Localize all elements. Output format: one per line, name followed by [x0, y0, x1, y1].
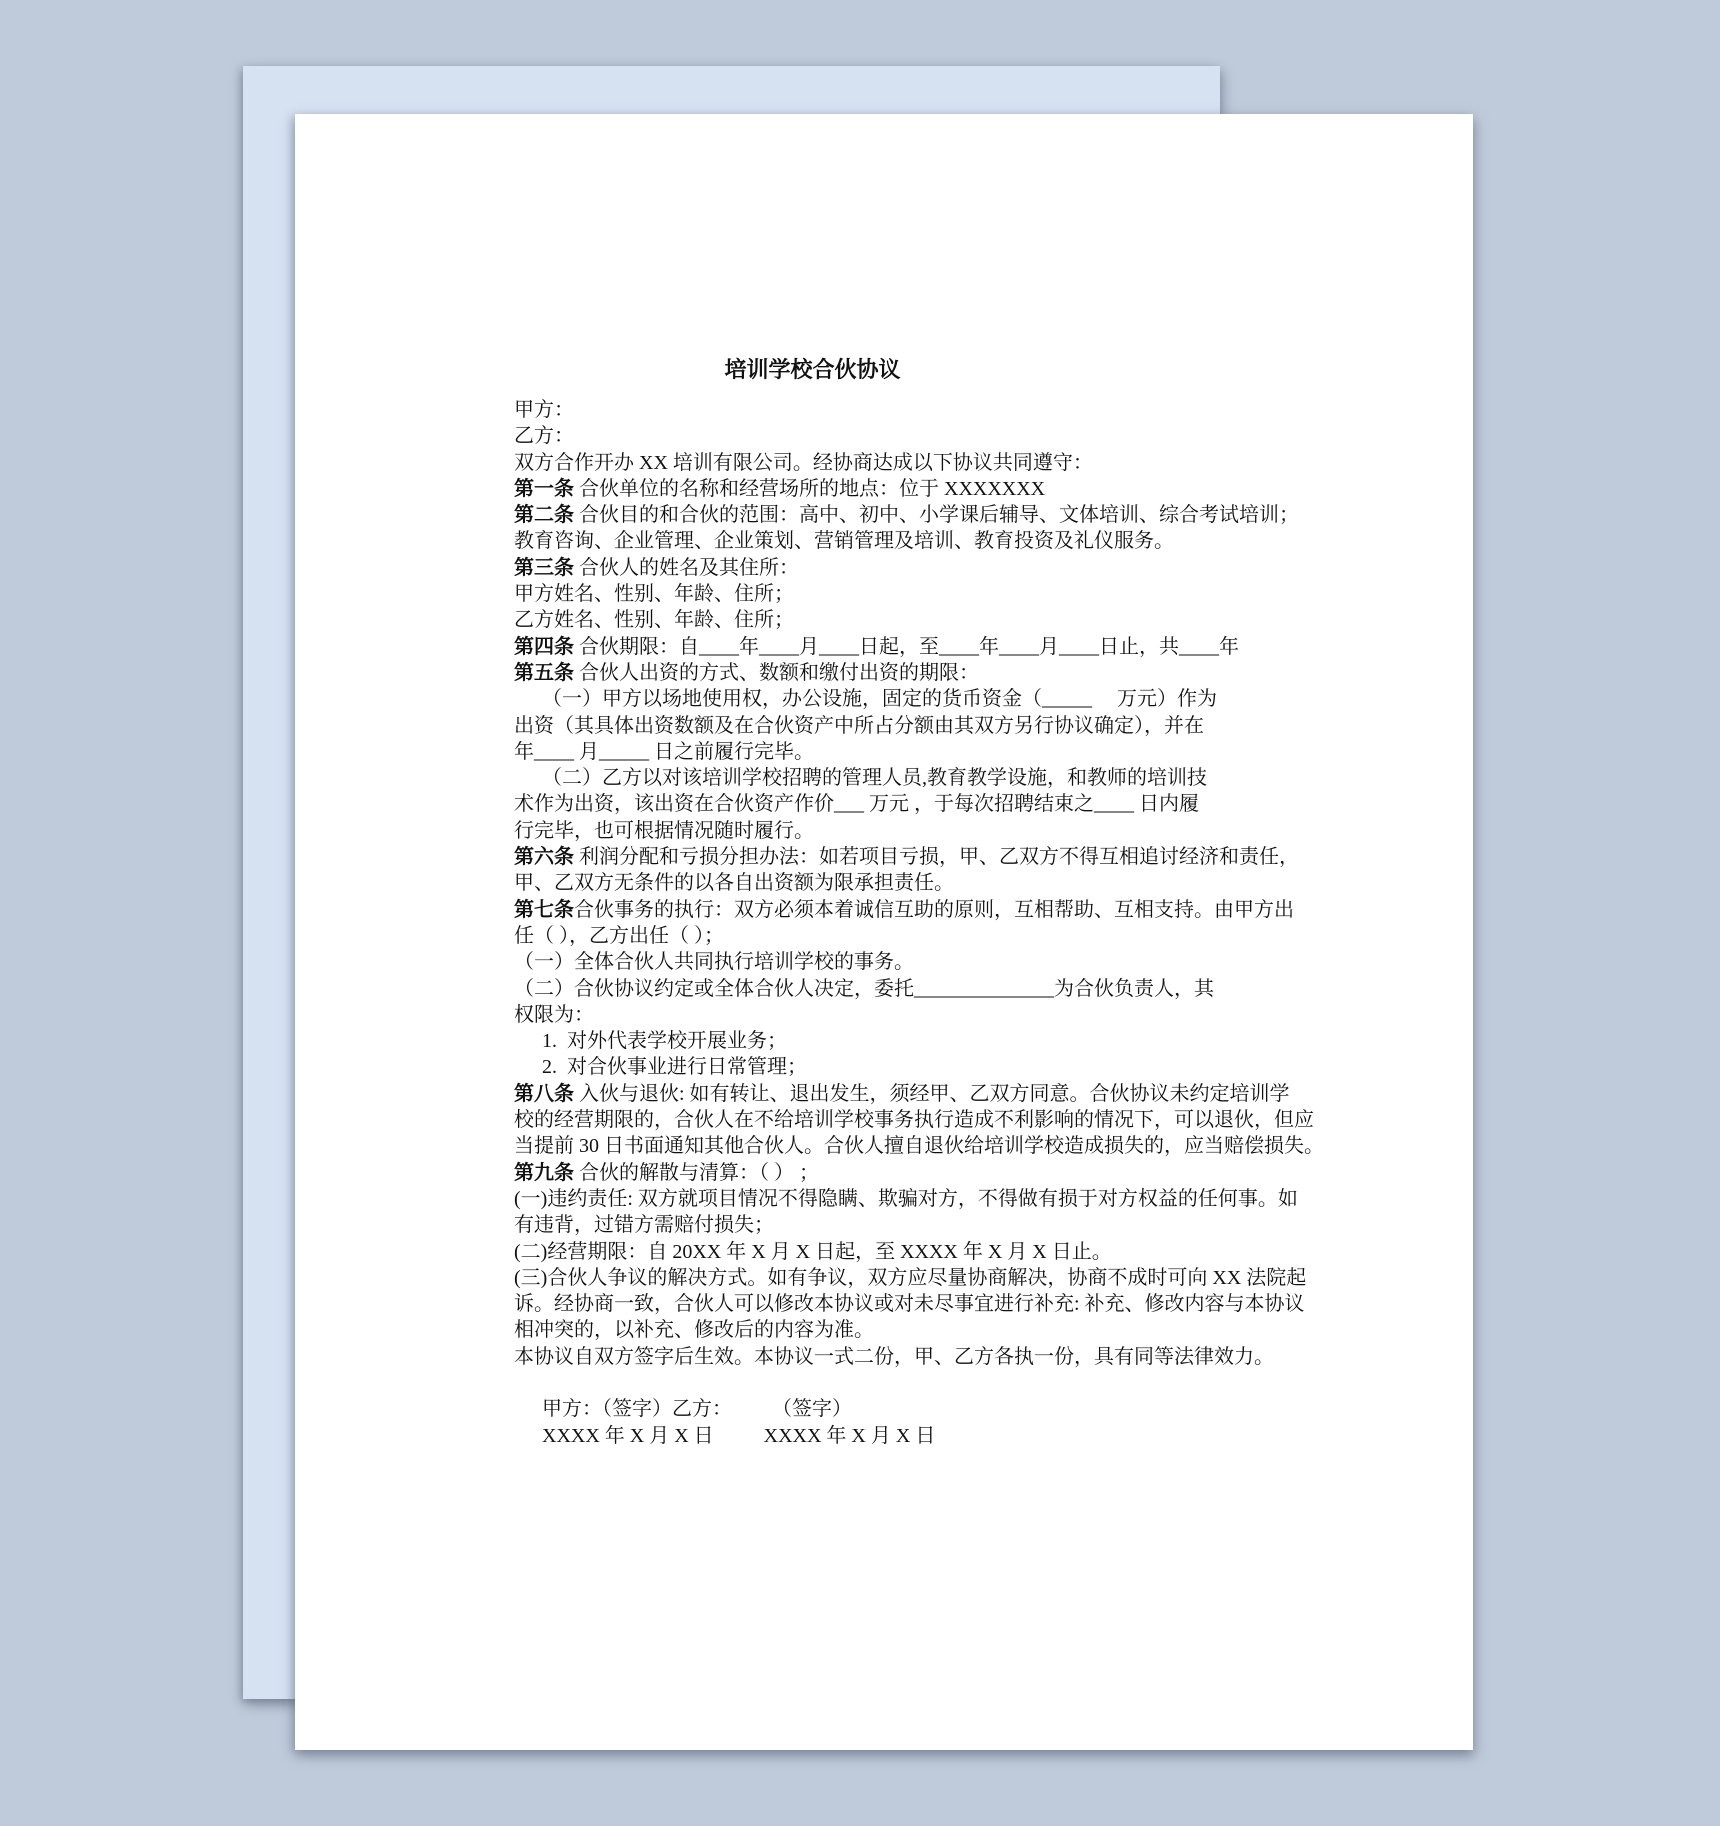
- document-line: [514, 1133, 1324, 1159]
- document-line: [514, 423, 1255, 449]
- clause-text: 1. 对外代表学校开展业务；: [542, 1030, 787, 1053]
- clause-text: 校的经营期限的，合伙人在不给培训学校事务执行造成不利影响的情况下，可以退伙，但应: [514, 1109, 1314, 1132]
- document-line: [514, 1107, 1314, 1133]
- clause-text: (一)违约责任: 双方就项目情况不得隐瞒、欺骗对方，不得做有损于对方权益的任何事。如: [514, 1187, 1298, 1210]
- document-line: [514, 1396, 1255, 1422]
- document-line: [514, 686, 1255, 712]
- document-line: [514, 897, 1294, 923]
- document-line: [514, 528, 1255, 554]
- document-line: [514, 1265, 1307, 1291]
- clause-number: 第二条: [514, 504, 574, 527]
- clause-text: XXXX 年 X 月 X 日 XXXX 年 X 月 X 日: [542, 1424, 936, 1447]
- clause-text: 合伙目的和合伙的范围：高中、初中、小学课后辅导、文体培训、综合考试培训；: [574, 504, 1299, 527]
- clause-text: 甲方：: [514, 399, 574, 421]
- clause-text: 2. 对合伙事业进行日常管理；: [542, 1056, 807, 1079]
- clause-text: 合伙期限：自____年____月____日起，至____年____月____日止，共____年: [574, 635, 1239, 658]
- clause-text: （二）合伙协议约定或全体合伙人决定，委托______________为合伙负责人，其: [514, 977, 1214, 1000]
- document-title: 培训学校合伙协议: [724, 357, 901, 382]
- clause-text: 合伙人出资的方式、数额和缴付出资的期限：: [574, 661, 979, 684]
- document-line: [514, 818, 1255, 844]
- document-line: [514, 870, 1255, 896]
- document-line: [514, 923, 1255, 949]
- document-page: [295, 114, 1473, 1750]
- document-line: [514, 1370, 1255, 1396]
- clause-text: 合伙人的姓名及其住所：: [574, 556, 799, 579]
- document-line: [514, 713, 1255, 739]
- document-line: [514, 397, 1255, 423]
- clause-text: 出资（其具体出资数额及在合伙资产中所占分额由其双方另行协议确定），并在: [514, 714, 1204, 737]
- document-line: [514, 555, 1255, 581]
- clause-number: 第一条: [514, 477, 574, 500]
- clause-number: 第四条: [514, 635, 574, 658]
- document-line: [514, 660, 1255, 686]
- clause-text: （二）乙方以对该培训学校招聘的管理人员,教育教学设施，和教师的培训技: [542, 767, 1207, 790]
- clause-text: 合伙事务的执行：双方必须本着诚信互助的原则，互相帮助、互相支持。由甲方出: [574, 898, 1294, 921]
- clause-text: 当提前 30 日书面通知其他合伙人。合伙人擅自退伙给培训学校造成损失的，应当赔偿损失。: [514, 1135, 1324, 1158]
- document-body: [514, 397, 1324, 1449]
- document-line: [514, 949, 1255, 975]
- document-line: [514, 476, 1255, 502]
- clause-text: 诉。经协商一致，合伙人可以修改本协议或对未尽事宜进行补充: 补充、修改内容与本协议: [514, 1293, 1305, 1316]
- document-line: [514, 1054, 1255, 1080]
- clause-number: 第七条: [514, 898, 574, 921]
- clause-text: 入伙与退伙: 如有转让、退出发生，须经甲、乙双方同意。合伙协议未约定培训学: [574, 1082, 1290, 1105]
- document-line: [514, 1160, 1255, 1186]
- document-line: [514, 502, 1299, 528]
- document-line: [514, 1212, 1255, 1238]
- document-line: [514, 1239, 1255, 1265]
- document-line: [514, 1423, 1255, 1449]
- document-line: [514, 634, 1255, 660]
- document-line: [514, 1344, 1274, 1370]
- clause-text: 甲方姓名、性别、年龄、住所；: [514, 583, 794, 606]
- clause-text: 权限为：: [514, 1003, 594, 1026]
- clause-number: 第八条: [514, 1082, 574, 1105]
- clause-text: (二)经营期限：自 20XX 年 X 月 X 日起，至 XXXX 年 X 月 X 日止。: [514, 1240, 1112, 1263]
- clause-text: （一）全体合伙人共同执行培训学校的事务。: [514, 951, 914, 974]
- document-line: [514, 791, 1255, 817]
- clause-text: 有违背，过错方需赔付损失；: [514, 1214, 774, 1237]
- document-line: [514, 607, 1255, 633]
- clause-number: 第六条: [514, 846, 574, 869]
- clause-text: 术作为出资，该出资在合伙资产作价___ 万元 ，于每次招聘结束之____ 日内履: [514, 793, 1199, 816]
- clause-text: 相冲突的，以补充、修改后的内容为准。: [514, 1319, 874, 1342]
- clause-text: 行完毕，也可根据情况随时履行。: [514, 819, 814, 842]
- clause-number: 第五条: [514, 661, 574, 684]
- clause-text: 合伙单位的名称和经营场所的地点：位于 XXXXXXX: [574, 477, 1046, 500]
- clause-text: 教育咨询、企业管理、企业策划、营销管理及培训、教育投资及礼仪服务。: [514, 530, 1174, 553]
- clause-text: 乙方姓名、性别、年龄、住所；: [514, 609, 794, 632]
- clause-number: 第九条: [514, 1161, 574, 1184]
- document-line: [514, 1002, 1255, 1028]
- document-line: [514, 450, 1255, 476]
- document-line: [514, 1291, 1305, 1317]
- clause-text: 乙方：: [514, 425, 574, 448]
- document-line: [514, 1028, 1255, 1054]
- clause-text: 甲、乙双方无条件的以各自出资额为限承担责任。: [514, 872, 954, 895]
- clause-text: 甲方：（签字）乙方： （签字）: [542, 1398, 852, 1421]
- clause-text: 双方合作开办 XX 培训有限公司。经协商达成以下协议共同遵守：: [514, 451, 1093, 474]
- clause-text: 年____ 月_____ 日之前履行完毕。: [514, 740, 814, 763]
- document-line: [514, 844, 1299, 870]
- clause-text: (三)合伙人争议的解决方式。如有争议，双方应尽量协商解决，协商不成时可向 XX 法院起: [514, 1266, 1307, 1289]
- document-content: [295, 355, 1473, 1449]
- document-line: [514, 581, 1255, 607]
- document-line: [514, 765, 1255, 791]
- document-line: [514, 739, 1255, 765]
- document-line: [514, 1186, 1298, 1212]
- clause-text: 本协议自双方签字后生效。本协议一式二份，甲、乙方各执一份，具有同等法律效力。: [514, 1345, 1274, 1368]
- clause-number: 第三条: [514, 556, 574, 579]
- clause-text: 利润分配和亏损分担办法：如若项目亏损，甲、乙双方不得互相追讨经济和责任，: [574, 846, 1299, 869]
- document-line: [514, 976, 1255, 1002]
- document-line: [514, 1081, 1290, 1107]
- clause-text: 合伙的解散与清算：（ ） ；: [574, 1161, 819, 1184]
- clause-text: 任（ ），乙方出任（ ）；: [514, 924, 724, 947]
- document-line: [514, 1317, 1255, 1343]
- clause-text: （一）甲方以场地使用权，办公设施，固定的货币资金（_____ 万元）作为: [542, 688, 1217, 711]
